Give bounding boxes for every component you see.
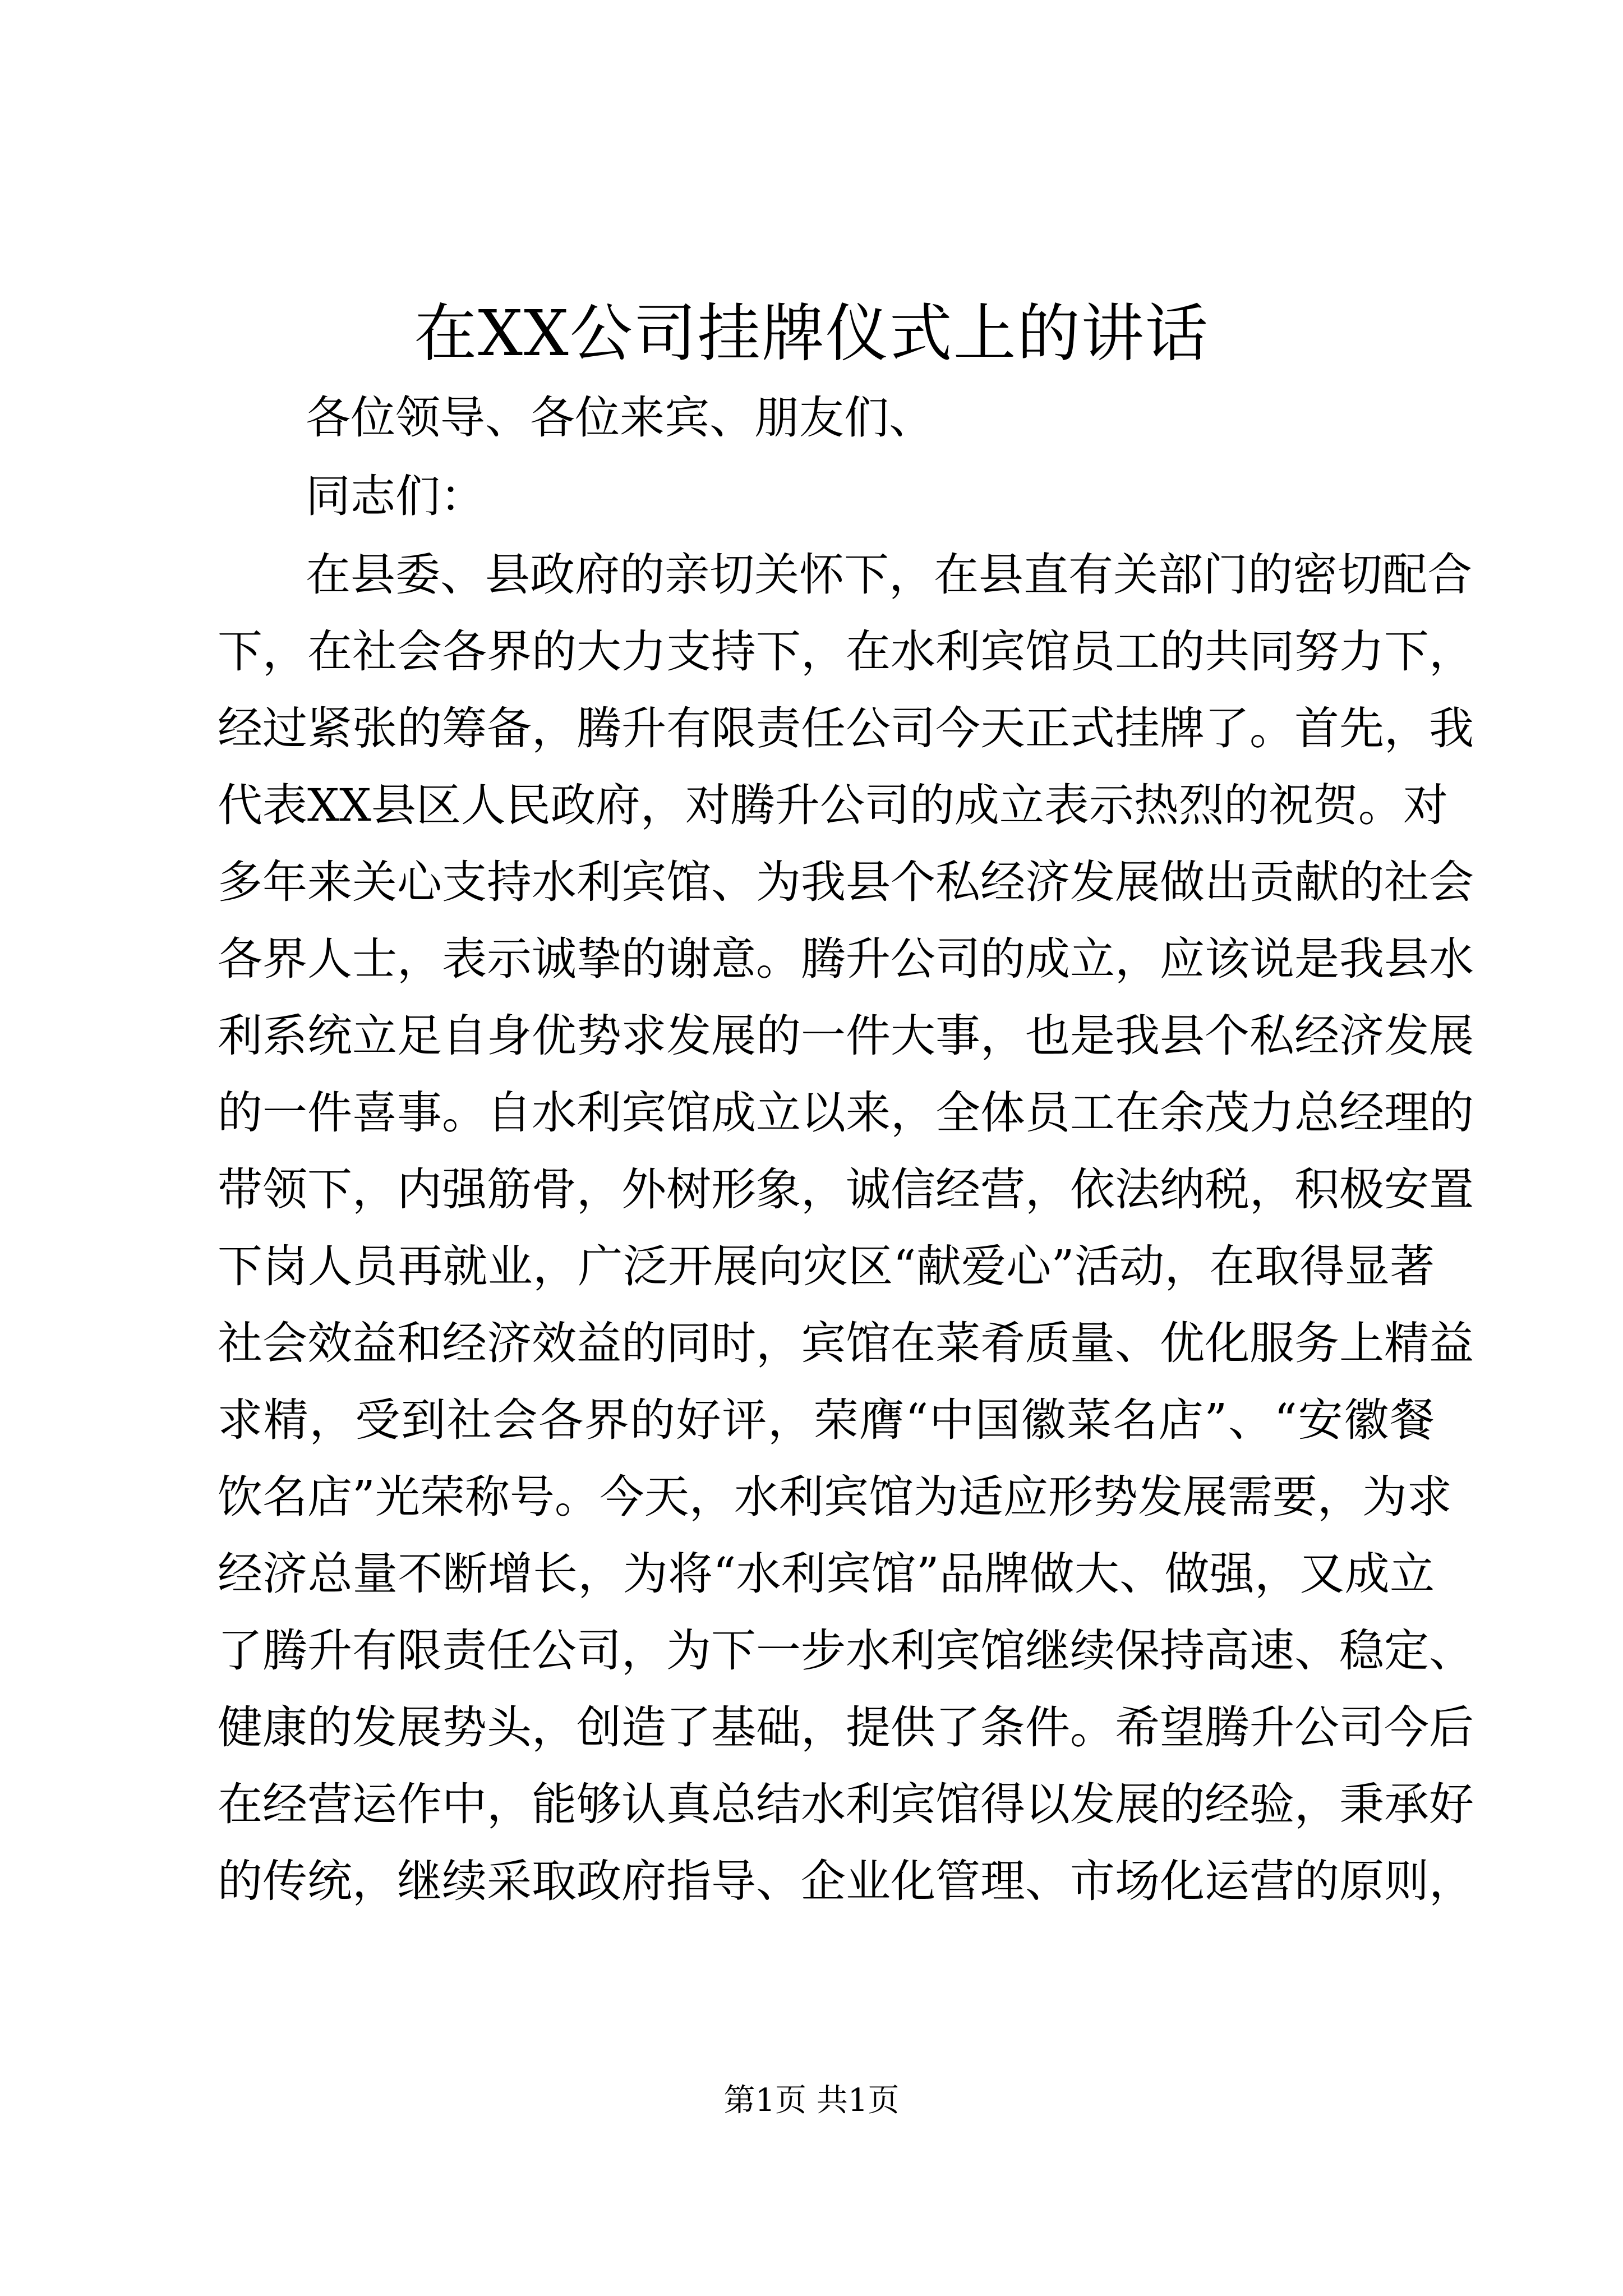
body-line: 了腾升有限责任公司，为下一步水利宾馆继续保持高速、稳定、 xyxy=(218,1625,1474,1677)
body-line: 下，在社会各界的大力支持下，在水利宾馆员工的共同努力下， xyxy=(218,625,1474,678)
body-line: 代表XX县区人民政府，对腾升公司的成立表示热烈的祝贺。对 xyxy=(218,779,1448,831)
body-line: 利系统立足自身优势求发展的一件大事，也是我县个私经济发展 xyxy=(218,1010,1474,1062)
salutation-line-2: 同志们： xyxy=(306,470,485,522)
body-line: 经过紧张的筹备，腾升有限责任公司今天正式挂牌了。首先，我 xyxy=(218,702,1474,754)
body-line: 在经营运作中，能够认真总结水利宾馆得以发展的经验，秉承好 xyxy=(218,1778,1474,1830)
body-line: 健康的发展势头，创造了基础，提供了条件。希望腾升公司今后 xyxy=(218,1701,1474,1754)
body-line: 饮名店”光荣称号。今天，水利宾馆为适应形势发展需要，为求 xyxy=(218,1471,1452,1523)
salutation-line-1: 各位领导、各位来宾、朋友们、 xyxy=(306,392,934,444)
body-line: 在县委、县政府的亲切关怀下，在县直有关部门的密切配合 xyxy=(306,549,1472,601)
page-number-footer: 第1页 共1页 xyxy=(723,2082,900,2119)
body-line: 各界人士，表示诚挚的谢意。腾升公司的成立，应该说是我县水 xyxy=(218,933,1474,985)
body-line: 的传统，继续采取政府指导、企业化管理、市场化运营的原则， xyxy=(218,1855,1474,1907)
body-line: 的一件喜事。自水利宾馆成立以来，全体员工在余茂力总经理的 xyxy=(218,1087,1474,1139)
body-line: 下岗人员再就业，广泛开展向灾区“献爱心”活动，在取得显著 xyxy=(218,1240,1435,1292)
body-line: 求精，受到社会各界的好评，荣膺“中国徽菜名店”、“安徽餐 xyxy=(218,1394,1435,1446)
document-title: 在XX公司挂牌仪式上的讲话 xyxy=(414,297,1209,370)
body-line: 多年来关心支持水利宾馆、为我县个私经济发展做出贡献的社会 xyxy=(218,856,1474,908)
body-line: 经济总量不断增长，为将“水利宾馆”品牌做大、做强，又成立 xyxy=(218,1548,1435,1600)
body-line: 社会效益和经济效益的同时，宾馆在菜肴质量、优化服务上精益 xyxy=(218,1317,1474,1369)
body-line: 带领下，内强筋骨，外树形象，诚信经营，依法纳税，积极安置 xyxy=(218,1163,1474,1216)
